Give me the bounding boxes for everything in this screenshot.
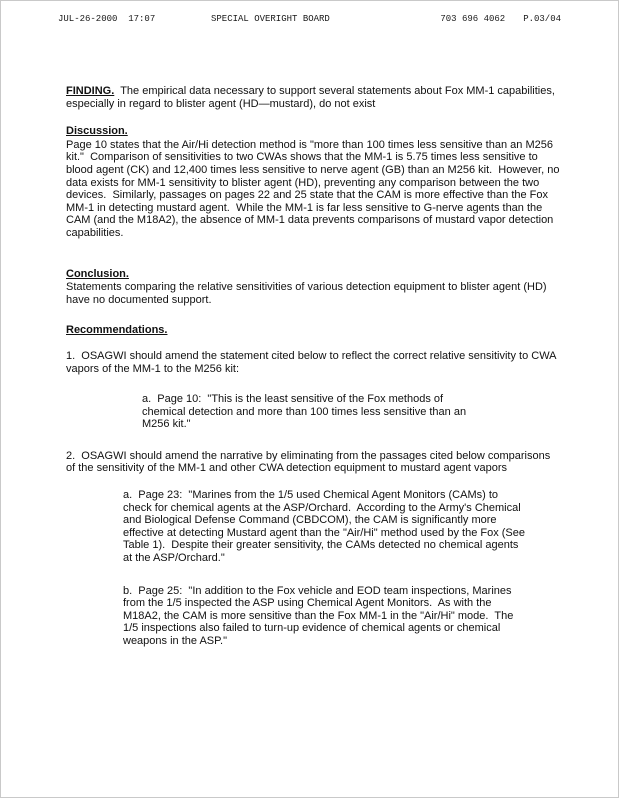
discussion-paragraph: Page 10 states that the Air/Hi detection method is "more than 100 times less sensitive than an M256 kit." Comparison of sensitivities to two CWAs shows that the MM-1 is 5.75 times less sensitive to blood agent (CK) and 12,400 times less sensitive to nerve agent (GB) than an M256 kit. However, no data exists for MM-1 sensitivity to blister agent (HD), preventing any comparison between the two devices. Similarly, passages on pages 22 and 25 state that the CAM is more effective than the Fox MM-1 in detecting mustard agent. While the MM-1 is far less sensitive to G-nerve agents than the CAM (and the M18A2), the absence of MM-1 data prevents comparisons of mustard vapor detection capabilities.	[66, 138, 563, 239]
finding-label: FINDING.	[66, 85, 115, 97]
recommendation-2: 2. OSAGWI should amend the narrative by eliminating from the passages cited below comparisons of the sensitivity of the MM-1 and other CWA detection equipment to mustard agent vapors	[66, 449, 554, 475]
recommendation-1-quote-a: a. Page 10: "This is the least sensitive of the Fox methods of chemical detection and more than 100 times less sensitive than an M256 kit."	[142, 393, 470, 431]
recommendation-2-quote-a: a. Page 23: "Marines from the 1/5 used Chemical Agent Monitors (CAMs) to check for chemical agents at the ASP/Orchard. According to the Army's Chemical and Biological Defense Command (CBDCOM), the CAM is significantly more effective at detecting Mustard agent than the "Air/Hi" method used by the Fox (See Table 1). Despite their greater sensitivity, the CAMs detected no chemical agents at the ASP/Orchard."	[123, 489, 528, 565]
finding-paragraph	[66, 85, 560, 110]
conclusion-paragraph: Statements comparing the relative sensitivities of various detection equipment to blister agent (HD) have no documented support.	[66, 281, 550, 306]
fax-number: 703 696 4062	[440, 14, 506, 24]
recommendation-2-quote-b: b. Page 25: "In addition to the Fox vehicle and EOD team inspections, Marines from the 1/5 inspected the ASP using Chemical Agent Monitors. As with the M18A2, the CAM is more sensitive than the Fox MM-1 in the "Air/Hi" mode. The 1/5 inspections also failed to turn-up evidence of chemical agents or chemical weapons in the ASP."	[123, 584, 517, 647]
document-body	[1, 85, 618, 648]
fax-page-number: P.03/04	[523, 14, 561, 24]
recommendations-heading: Recommendations.	[66, 324, 168, 337]
finding-text: The empirical data necessary to support several statements about Fox MM-1 capabilities, especially in regard to blister agent (HD—mustard), do not exist	[66, 85, 558, 110]
fax-number-block	[440, 14, 561, 24]
fax-header	[1, 1, 618, 25]
fax-title: SPECIAL OVERIGHT BOARD	[211, 14, 330, 24]
discussion-heading: Discussion.	[66, 125, 128, 138]
recommendation-1: 1. OSAGWI should amend the statement cited below to reflect the correct relative sensitivity to CWA vapors of the MM-1 to the M256 kit:	[66, 349, 559, 375]
conclusion-heading: Conclusion.	[66, 267, 129, 280]
fax-timestamp: JUL-26-2000 17:07	[58, 14, 156, 24]
